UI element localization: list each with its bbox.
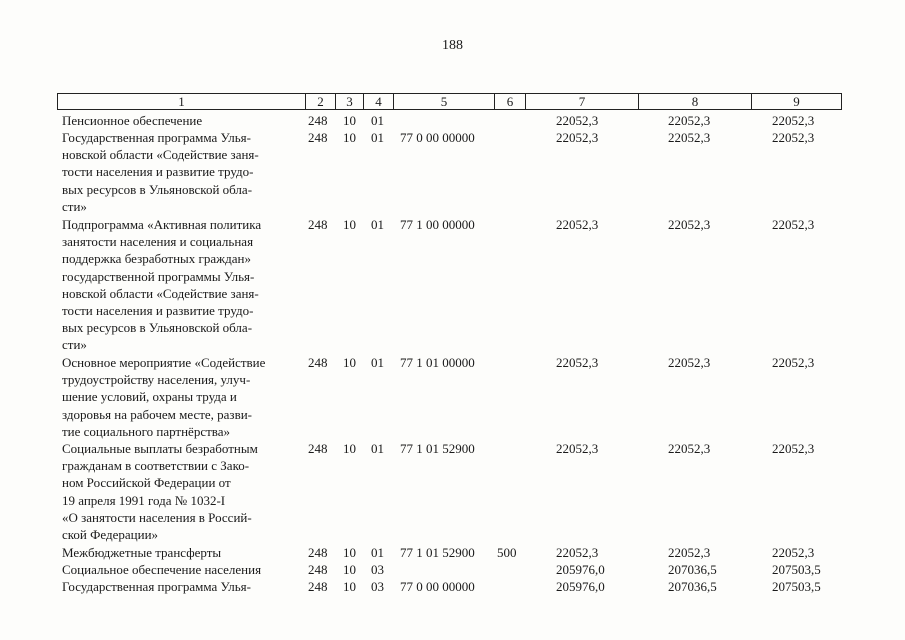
header-col-6: 6 bbox=[495, 94, 526, 109]
header-col-3: 3 bbox=[336, 94, 364, 109]
table-header bbox=[57, 93, 842, 110]
cell-amount-2: 207036,5 bbox=[668, 562, 717, 577]
cell-amount-1: 205976,0 bbox=[556, 579, 605, 594]
row-name: Социальное обеспечение населения bbox=[62, 562, 262, 577]
cell-section: 10 bbox=[343, 579, 356, 594]
cell-amount-2: 22052,3 bbox=[668, 130, 711, 145]
cell-section: 10 bbox=[343, 113, 356, 128]
cell-target-article: 77 1 01 52900 bbox=[400, 545, 475, 560]
cell-admin-code: 248 bbox=[308, 217, 328, 232]
cell-amount-2: 22052,3 bbox=[668, 545, 711, 560]
cell-amount-1: 22052,3 bbox=[556, 545, 599, 560]
header-col-7: 7 bbox=[526, 94, 639, 109]
header-col-5: 5 bbox=[394, 94, 495, 109]
row-name: Государственная программа Улья- bbox=[62, 579, 251, 594]
header-col-8: 8 bbox=[639, 94, 752, 109]
cell-amount-2: 22052,3 bbox=[668, 441, 711, 456]
cell-target-article: 77 1 01 52900 bbox=[400, 441, 475, 456]
cell-amount-1: 22052,3 bbox=[556, 441, 599, 456]
row-name: Межбюджетные трансферты bbox=[62, 545, 222, 560]
cell-expense-type: 500 bbox=[497, 545, 517, 560]
cell-subsection: 01 bbox=[371, 217, 384, 232]
cell-amount-3: 22052,3 bbox=[772, 217, 815, 232]
cell-amount-3: 22052,3 bbox=[772, 130, 815, 145]
cell-amount-3: 22052,3 bbox=[772, 355, 815, 370]
cell-amount-3: 22052,3 bbox=[772, 113, 815, 128]
header-col-1: 1 bbox=[58, 94, 306, 109]
cell-admin-code: 248 bbox=[308, 130, 328, 145]
row-name: Социальные выплаты безработным гражданам в соответствии с Зако- ном Российской Федерации от 19 апреля 1991 года № 1032-I «О занятости населения в Россий- ской Федерации» bbox=[62, 441, 258, 543]
cell-target-article: 77 0 00 00000 bbox=[400, 579, 475, 594]
cell-target-article: 77 1 00 00000 bbox=[400, 217, 475, 232]
cell-amount-2: 207036,5 bbox=[668, 579, 717, 594]
cell-amount-1: 22052,3 bbox=[556, 217, 599, 232]
cell-section: 10 bbox=[343, 441, 356, 456]
header-col-9: 9 bbox=[793, 94, 800, 109]
page-number: 188 bbox=[442, 38, 463, 53]
cell-amount-1: 22052,3 bbox=[556, 355, 599, 370]
header-col-2: 2 bbox=[306, 94, 336, 109]
cell-section: 10 bbox=[343, 562, 356, 577]
cell-section: 10 bbox=[343, 217, 356, 232]
cell-amount-1: 205976,0 bbox=[556, 562, 605, 577]
row-name: Основное мероприятие «Содействие трудоустройству населения, улуч- шение условий, охраны труда и здоровья на рабочем месте, разви- тие социального партнёрства» bbox=[62, 355, 266, 439]
cell-section: 10 bbox=[343, 355, 356, 370]
row-name: Государственная программа Улья- новской области «Содействие заня- тости населения и развитие трудо- вых ресурсов в Ульяновской обла- сти» bbox=[62, 130, 259, 214]
cell-subsection: 01 bbox=[371, 130, 384, 145]
cell-amount-2: 22052,3 bbox=[668, 217, 711, 232]
cell-amount-3: 22052,3 bbox=[772, 441, 815, 456]
cell-section: 10 bbox=[343, 545, 356, 560]
cell-subsection: 01 bbox=[371, 545, 384, 560]
header-col-4: 4 bbox=[364, 94, 394, 109]
row-name: Пенсионное обеспечение bbox=[62, 113, 203, 128]
cell-admin-code: 248 bbox=[308, 545, 328, 560]
cell-target-article: 77 1 01 00000 bbox=[400, 355, 475, 370]
cell-target-article: 77 0 00 00000 bbox=[400, 130, 475, 145]
cell-admin-code: 248 bbox=[308, 579, 328, 594]
cell-amount-3: 207503,5 bbox=[772, 579, 821, 594]
cell-subsection: 03 bbox=[371, 579, 384, 594]
cell-amount-3: 22052,3 bbox=[772, 545, 815, 560]
cell-amount-3: 207503,5 bbox=[772, 562, 821, 577]
cell-subsection: 01 bbox=[371, 113, 384, 128]
cell-admin-code: 248 bbox=[308, 562, 328, 577]
cell-admin-code: 248 bbox=[308, 355, 328, 370]
cell-admin-code: 248 bbox=[308, 113, 328, 128]
cell-section: 10 bbox=[343, 130, 356, 145]
cell-amount-1: 22052,3 bbox=[556, 113, 599, 128]
cell-admin-code: 248 bbox=[308, 441, 328, 456]
cell-subsection: 01 bbox=[371, 441, 384, 456]
cell-subsection: 03 bbox=[371, 562, 384, 577]
cell-amount-1: 22052,3 bbox=[556, 130, 599, 145]
cell-subsection: 01 bbox=[371, 355, 384, 370]
cell-amount-2: 22052,3 bbox=[668, 355, 711, 370]
row-name: Подпрограмма «Активная политика занятости населения и социальная поддержка безработных граждан» государственной программы Улья- новской области «Содействие заня- тости населения и развитие трудо- вых ресурсов в Ульяновской обла- сти» bbox=[62, 217, 262, 353]
cell-amount-2: 22052,3 bbox=[668, 113, 711, 128]
